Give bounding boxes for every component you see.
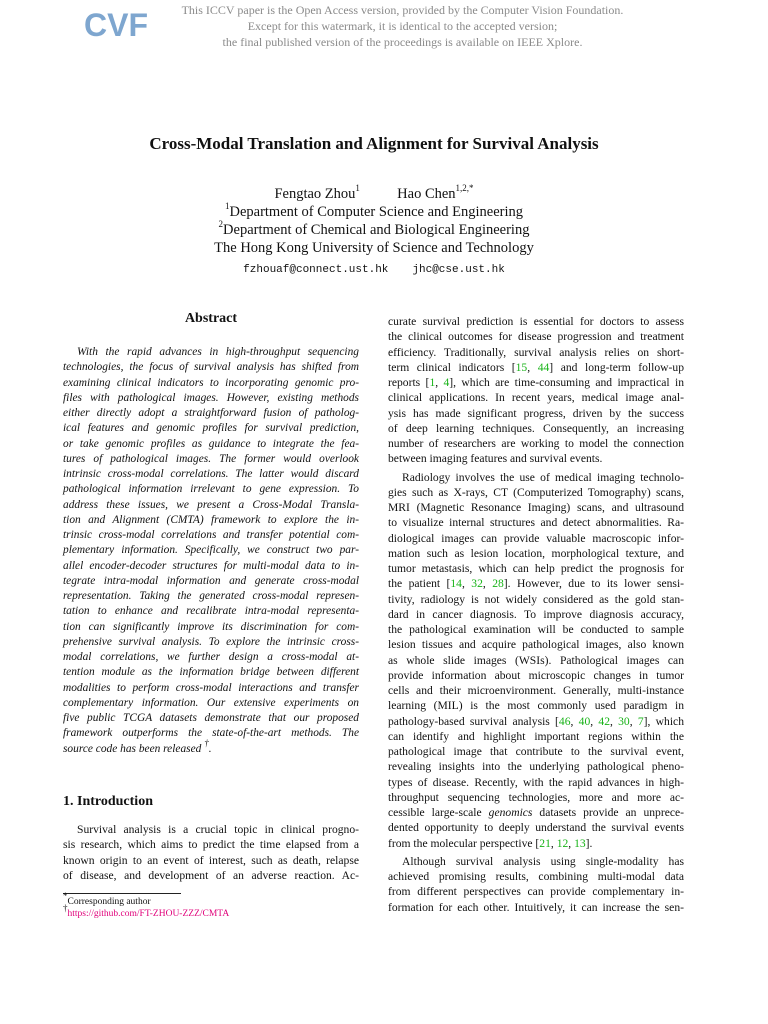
citation-link[interactable]: 12 bbox=[556, 836, 569, 850]
paper-title: Cross-Modal Translation and Alignment for Survival Analysis bbox=[149, 134, 599, 153]
text-line: With the rapid advances in high-throughput sequencing bbox=[77, 346, 359, 358]
affiliation-superscript: 2 bbox=[218, 219, 224, 230]
affiliation-text: Department of Computer Science and Engineering bbox=[229, 204, 524, 220]
text-line: achieved promising results, combining multi-modal data bbox=[388, 870, 684, 883]
text-line: curate survival prediction is essential for doctors to assess bbox=[388, 315, 684, 328]
citation-link[interactable]: 32 bbox=[471, 577, 483, 591]
text-line: as whole slide images (WSIs). Pathological images can bbox=[388, 653, 684, 667]
text-line: can identify and highlight important regions within the bbox=[388, 729, 684, 743]
text-line: tegrate intra-modal information and generate cross-modal bbox=[63, 574, 359, 587]
text-line: dented opportunity to deeply understand the survival events bbox=[388, 821, 684, 835]
footnote-divider bbox=[63, 893, 181, 894]
text-line: MRI (Magnetic Resonance Imaging) scans, and ultrasound bbox=[388, 501, 684, 514]
text-line: five public TCGA datasets demonstrate that our proposed bbox=[63, 712, 359, 724]
footnote-marker: † bbox=[204, 737, 209, 748]
text-line: the clinical outcomes for disease progression and treatment bbox=[388, 330, 684, 344]
text-line: formation for each other. Intuitively, it can increase the sen- bbox=[388, 900, 684, 914]
author-name: Fengtao Zhou bbox=[274, 186, 356, 202]
citation-link[interactable]: 21 bbox=[539, 836, 551, 850]
text-line: tivity, radiology is not widely considered as the gold stan- bbox=[388, 592, 684, 606]
footnotes bbox=[63, 890, 230, 920]
text-line: modalities to perform cross-modal interactions and transfer bbox=[63, 681, 359, 694]
affiliation bbox=[60, 219, 688, 239]
affiliation-superscript: 1 bbox=[224, 201, 230, 212]
citation-link[interactable]: 44 bbox=[537, 360, 550, 374]
citation-link[interactable]: 46 bbox=[558, 714, 571, 728]
text-line: gies such as X-rays, CT (Computerized Tomography) scans, bbox=[388, 485, 684, 499]
footnote-code-link: †https://github.com/FT-ZHOU-ZZZ/CMTA bbox=[63, 902, 230, 919]
affiliation bbox=[60, 201, 688, 221]
text-line: lesion tissues and acquire pathological images, also known bbox=[388, 638, 684, 652]
text-line: Radiology involves the use of medical imaging technolo- bbox=[402, 470, 684, 484]
abstract-body bbox=[63, 345, 359, 757]
text-line: revealing insights into the underlying pathological pheno- bbox=[388, 760, 684, 774]
author-superscript: 1 bbox=[355, 183, 360, 194]
watermark-line-3: the final published version of the proceedings is available on IEEE Xplore. bbox=[222, 35, 583, 49]
citation-link[interactable]: 13 bbox=[574, 836, 586, 850]
email-address: fzhouaf@connect.ust.hk bbox=[243, 264, 389, 276]
text-line: tumor metastasis, which can help predict the prognosis for bbox=[388, 562, 684, 575]
citation-link[interactable]: 14 bbox=[450, 577, 462, 591]
text-line: tention module as the information bridge between different bbox=[63, 666, 359, 679]
author-superscript: 1,2,* bbox=[455, 183, 474, 194]
text-line: reports [1, 4], which are time-consuming and impractical in bbox=[388, 376, 684, 389]
text-line: the pathological examination will be conducted to sample bbox=[388, 623, 684, 636]
watermark-line-1: This ICCV paper is the Open Access version, provided by the Computer Vision Foundation. bbox=[181, 3, 624, 17]
footnote-corresponding: *Corresponding author bbox=[63, 890, 151, 907]
abstract-heading: Abstract bbox=[184, 311, 238, 326]
text-line: complementary information. Our extensive experiments on bbox=[63, 696, 359, 709]
text-line: prehensive survival analysis. To explore the intrinsic cross- bbox=[63, 635, 359, 648]
text-line: types of disease. Recently, with the rapid advances in high- bbox=[388, 775, 684, 789]
affiliation-text: Department of Chemical and Biological Engineering bbox=[223, 222, 530, 238]
watermark-notice bbox=[150, 2, 655, 50]
text-line: Although survival analysis using single-modality has bbox=[402, 854, 684, 868]
citation-link[interactable]: 7 bbox=[637, 714, 644, 728]
section-heading-introduction: 1. Introduction bbox=[63, 794, 153, 809]
introduction-body bbox=[63, 822, 359, 883]
watermark-line-2: Except for this watermark, it is identical to the accepted version; bbox=[247, 19, 558, 33]
cvf-logo bbox=[84, 6, 148, 43]
text-line: efficiency. Traditionally, survival analysis relies on short- bbox=[388, 345, 684, 359]
text-line: pathological information irrelevant to gene expression. To bbox=[63, 483, 359, 496]
text-line: tion and Alignment (CMTA) framework to explore the in- bbox=[63, 513, 359, 526]
text-line: pathological image that contribute to the survival event, bbox=[388, 745, 684, 758]
text-line: of disease, and development of an adverse reaction. Ac- bbox=[63, 868, 359, 882]
text-line: plementary information. Specifically, we construct two par- bbox=[63, 544, 359, 557]
text-line: allel encoder-decoder structures for multi-modal data to in- bbox=[63, 559, 359, 572]
text-line: the patient [14, 32, 28]. However, due to its lower sensi- bbox=[388, 577, 685, 591]
affiliation bbox=[60, 240, 688, 257]
text-line: ysis has made significant progress, driven by the success bbox=[388, 406, 684, 420]
text-line: clinical applications. In recent years, medical image anal- bbox=[388, 391, 684, 405]
text-line: or take genomic profiles as guidance to integrate the fea- bbox=[63, 437, 359, 450]
text-line: sis research, which aims to predict the time elapsed from a bbox=[63, 838, 359, 852]
author-name: Hao Chen bbox=[397, 186, 456, 202]
citation-link[interactable]: 4 bbox=[443, 376, 450, 389]
citation-link[interactable]: 30 bbox=[618, 714, 630, 728]
text-line: either directly adopt a straightforward fusion of patholog- bbox=[63, 407, 359, 419]
right-column-body bbox=[388, 314, 684, 915]
text-line: cells and their microenvironment. Generally, multi-instance bbox=[388, 684, 684, 697]
text-line: tion can significantly improve its discrimination for com- bbox=[63, 620, 359, 633]
email-address: jhc@cse.ust.hk bbox=[412, 264, 505, 276]
text-line: files with pathological images. However, existing methods bbox=[63, 391, 359, 404]
text-line: address these issues, we present a Cross-Modal Transla- bbox=[63, 498, 359, 511]
citation-link[interactable]: 40 bbox=[578, 714, 591, 728]
text-line: of deep learning techniques. Consequently, an increasing bbox=[388, 421, 684, 435]
text-line: ical features and genomic profiles for survival prediction, bbox=[63, 422, 359, 435]
text-line: term clinical indicators [15, 44] and long-term follow-up bbox=[388, 360, 685, 374]
citation-link[interactable]: 42 bbox=[598, 714, 610, 728]
text-line: Survival analysis is a crucial topic in clinical progno- bbox=[77, 823, 359, 836]
text-line: throughput sequencing technologies, more and more ac- bbox=[388, 790, 684, 804]
citation-link[interactable]: 1 bbox=[429, 376, 436, 389]
text-line: to visualize internal structures and detect abnormalities. Ra- bbox=[388, 516, 684, 530]
text-line: learning (MIL) is the most commonly used paradigm in bbox=[388, 699, 684, 713]
text-line: between imaging features and survival events. bbox=[388, 452, 603, 466]
text-line: tation to enhance and recalibrate intra-modal representa- bbox=[63, 605, 359, 618]
text-line: source code has been released †. bbox=[63, 737, 212, 755]
text-line: from different perspectives can provide complementary in- bbox=[388, 885, 684, 899]
text-line: technologies, the focus of survival analysis has shifted from bbox=[63, 361, 359, 374]
text-line: from the molecular perspective [21, 12, 13]. bbox=[388, 836, 593, 850]
text-line: representation. Taking the generated cross-modal represen- bbox=[63, 590, 359, 602]
text-line: intrinsic cross-modal correlations. The latter would discard bbox=[63, 468, 359, 480]
citation-link[interactable]: 28 bbox=[492, 577, 504, 591]
text-line: known origin to an event of interest, such as death, relapse bbox=[63, 853, 359, 867]
text-line: examining clinical indicators to incorporating genomic pro- bbox=[63, 376, 359, 389]
text-line: mation such as lesion location, morphological texture, and bbox=[388, 546, 684, 560]
text-line: trinsic cross-modal correlations and transfer potential com- bbox=[63, 529, 359, 541]
author-list bbox=[60, 183, 688, 203]
svg-text:CVF: CVF bbox=[84, 7, 148, 43]
text-line: diological images can provide valuable macroscopic infor- bbox=[388, 531, 684, 545]
text-line: dard in cancer diagnosis. To improve diagnosis accuracy, bbox=[388, 607, 684, 621]
author-emails bbox=[60, 264, 688, 276]
text-line: cessible large-scale genomics datasets provide an unprece- bbox=[388, 806, 684, 819]
text-line: provide information about microscopic changes in tumor bbox=[388, 668, 684, 682]
affiliation-text: The Hong Kong University of Science and Technology bbox=[214, 240, 534, 256]
text-line: number of researchers are working to model the connection bbox=[388, 437, 684, 450]
text-line: framework outperforms the state-of-the-art methods. The bbox=[63, 727, 359, 740]
text-line: pathology-based survival analysis [46, 40, 42, 30, 7], which bbox=[388, 714, 684, 728]
text-line: tures of pathological images. The former would overlook bbox=[63, 452, 359, 465]
github-link[interactable]: https://github.com/FT-ZHOU-ZZZ/CMTA bbox=[67, 909, 230, 919]
citation-link[interactable]: 15 bbox=[515, 360, 528, 374]
text-line: modal correlations, we further design a cross-modal at- bbox=[63, 651, 359, 663]
